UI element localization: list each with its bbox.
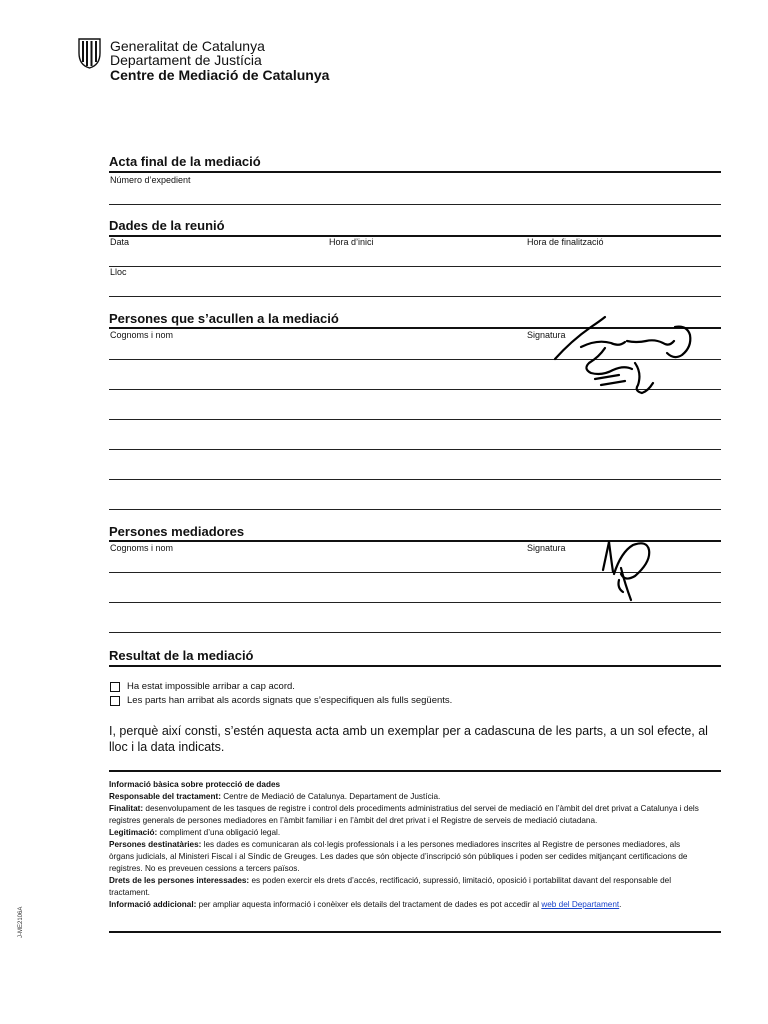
legitimacio-text: compliment d’una obligació legal. [159, 828, 281, 837]
addicional-text: per ampliar aquesta informació i conèixer els details del tractament de dades es pot accedir al [198, 900, 540, 909]
date-time-field[interactable] [109, 266, 721, 267]
destinataries-label: Persones destinatàries: [109, 840, 202, 849]
privacy-bottom-divider [109, 931, 721, 933]
handwritten-signature-2 [595, 538, 657, 608]
agreement-label: Les parts han arribat als acords signats que s’especifiquen als fulls següents. [127, 695, 453, 706]
section-divider [109, 665, 721, 667]
persones-title: Persones que s’acullen a la mediació [109, 311, 339, 326]
drets-text: es poden exercir els drets d’accés, rectificació, supressió, limitació, oposició i portabilitat davant del responsable del tractament. [109, 876, 672, 897]
persona-row-line[interactable] [109, 509, 721, 510]
drets-label: Drets de les persones interessades: [109, 876, 250, 885]
hora-inici-label: Hora d’inici [329, 237, 374, 247]
persona-row-line[interactable] [109, 419, 721, 420]
hora-final-label: Hora de finalització [527, 237, 604, 247]
privacy-info [109, 779, 699, 911]
mediadores-name-label: Cognoms i nom [110, 543, 174, 553]
center-name: Centre de Mediació de Catalunya [110, 67, 330, 83]
agreement-checkbox[interactable] [110, 696, 120, 706]
no-agreement-checkbox[interactable] [110, 682, 120, 692]
generalitat-logo [77, 37, 102, 69]
persones-name-label: Cognoms i nom [110, 330, 174, 340]
addicional-label: Informació addicional: [109, 900, 197, 909]
mediadores-title: Persones mediadores [109, 524, 245, 539]
mediadores-signature-label: Signatura [527, 543, 566, 553]
closing-statement: I, perquè així consti, s’estén aquesta acta amb un exemplar per a cadascuna de les parts, a un sol efecte, al lloc i la data indicats. [109, 724, 708, 754]
privacy-top-divider [109, 770, 721, 772]
legitimacio-label: Legitimació: [109, 828, 158, 837]
section-divider [109, 171, 721, 173]
org-name: Generalitat de Catalunya [110, 38, 265, 54]
lloc-label: Lloc [110, 267, 127, 277]
reunio-title: Dades de la reunió [109, 218, 225, 233]
lloc-field[interactable] [109, 296, 721, 297]
finalitat-text: desenvolupament de les tasques de registre i control dels procediments administratius del servei de mediació en l’àmbit del dret privat a Catalunya i dels registres generals de persones mediadores en l’àmbit familiar i en l’àmbit del dret privat i el Registre de serveis de mediació ciutadana. [109, 804, 699, 825]
mediador-row-line[interactable] [109, 632, 721, 633]
acta-title: Acta final de la mediació [109, 154, 261, 169]
expedient-field[interactable] [109, 204, 721, 205]
finalitat-label: Finalitat: [109, 804, 144, 813]
handwritten-signature-1 [553, 313, 698, 395]
data-label: Data [110, 237, 130, 247]
responsable-label: Responsable del tractament: [109, 792, 221, 801]
responsable-text: Centre de Mediació de Catalunya. Departament de Justícia. [223, 792, 441, 801]
no-agreement-label: Ha estat impossible arribar a cap acord. [127, 681, 295, 692]
expedient-label: Número d’expedient [110, 175, 191, 185]
department-name: Departament de Justícia [110, 52, 262, 68]
document-reference: J-ME2106A [18, 906, 24, 938]
addicional-end: . [619, 900, 622, 909]
persona-row-line[interactable] [109, 449, 721, 450]
section-divider [109, 235, 721, 237]
department-web-link[interactable]: web del Departament [541, 900, 620, 909]
destinataries-text: les dades es comunicaran als col·legis professionals i a les persones mediadores inscrites al Registre de persones mediadores, als òrgans judicials, al Ministeri Fiscal i al Síndic de Greuges. Les dades que són objecte d’inscripció són públiques i poden ser cedides mitjançant certificacions de registres. No es preveuen cessions a tercers països. [109, 840, 688, 873]
persona-row-line[interactable] [109, 479, 721, 480]
persones-signature-label: Signatura [527, 330, 566, 340]
resultat-title: Resultat de la mediació [109, 648, 254, 663]
privacy-heading: Informació bàsica sobre protecció de dades [109, 780, 281, 789]
